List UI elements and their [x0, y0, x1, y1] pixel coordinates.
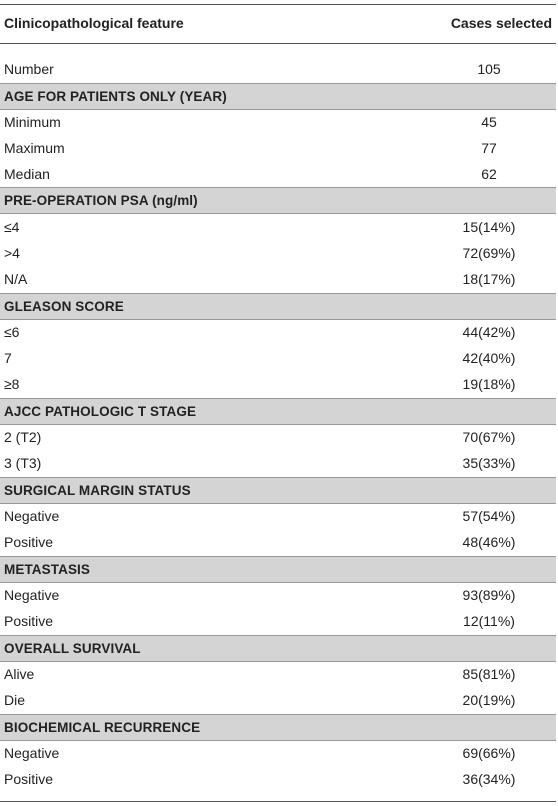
section-header [0, 477, 556, 504]
section-header [0, 556, 556, 583]
section-title: BIOCHEMICAL RECURRENCE [4, 720, 201, 735]
row-value: 85(81%) [462, 666, 516, 682]
table-row [0, 214, 556, 240]
section-header [0, 714, 556, 741]
table-bottom-rule [0, 801, 556, 802]
table-row [0, 661, 556, 687]
section-title: METASTASIS [4, 562, 91, 577]
row-label: ≥8 [4, 376, 20, 392]
row-value: 35(33%) [462, 455, 516, 471]
table-row [0, 266, 556, 292]
table-row [0, 687, 556, 713]
row-value: 57(54%) [462, 508, 516, 524]
row-value: 44(42%) [462, 324, 516, 340]
section-header [0, 293, 556, 320]
row-value: 69(66%) [462, 745, 516, 761]
row-value: 15(14%) [462, 219, 516, 235]
table-row [0, 766, 556, 792]
table-row [0, 424, 556, 450]
row-label: Number [4, 61, 54, 77]
table-row [0, 161, 556, 187]
table-row [0, 240, 556, 266]
section-title: AJCC PATHOLOGIC T STAGE [4, 404, 197, 419]
row-value: 72(69%) [462, 245, 516, 261]
row-label: >4 [4, 245, 20, 261]
section-title: OVERALL SURVIVAL [4, 641, 141, 656]
row-value: 36(34%) [462, 771, 516, 787]
row-label: Negative [4, 587, 60, 603]
row-label: Positive [4, 534, 54, 550]
table-row [0, 740, 556, 766]
table-row [0, 319, 556, 345]
row-value: 19(18%) [462, 376, 516, 392]
row-value: 42(40%) [462, 350, 516, 366]
table-row [0, 503, 556, 529]
row-label: N/A [4, 271, 28, 287]
row-label: ≤4 [4, 219, 20, 235]
table-row [0, 345, 556, 371]
row-value: 77 [481, 140, 497, 156]
row-label: Die [4, 692, 26, 708]
row-value: 18(17%) [462, 271, 516, 287]
table-row [0, 608, 556, 634]
table-row [0, 56, 556, 82]
section-header [0, 635, 556, 662]
row-value: 45 [481, 114, 497, 130]
table-row [0, 450, 556, 476]
table-row [0, 371, 556, 397]
row-label: Positive [4, 771, 54, 787]
section-title: SURGICAL MARGIN STATUS [4, 483, 191, 498]
row-label: 3 (T3) [4, 455, 42, 471]
row-label: Negative [4, 745, 60, 761]
row-value: 105 [477, 61, 501, 77]
row-label: Minimum [4, 114, 61, 130]
header-cases: Cases selected [450, 15, 552, 31]
row-label: Negative [4, 508, 60, 524]
table-row [0, 109, 556, 135]
table-header [0, 4, 556, 44]
table-row [0, 582, 556, 608]
section-title: AGE FOR PATIENTS ONLY (YEAR) [4, 89, 227, 104]
row-value: 48(46%) [462, 534, 516, 550]
row-value: 93(89%) [462, 587, 516, 603]
table-row [0, 135, 556, 161]
section-header [0, 83, 556, 110]
row-value: 20(19%) [462, 692, 516, 708]
row-label: Positive [4, 613, 54, 629]
section-header [0, 398, 556, 425]
row-value: 62 [481, 166, 497, 182]
header-feature: Clinicopathological feature [4, 15, 184, 31]
section-title: PRE-OPERATION PSA (ng/ml) [4, 193, 198, 208]
row-value: 70(67%) [462, 429, 516, 445]
row-label: 2 (T2) [4, 429, 42, 445]
row-label: ≤6 [4, 324, 20, 340]
section-title: GLEASON SCORE [4, 299, 124, 314]
row-value: 12(11%) [463, 613, 515, 629]
row-label: Median [4, 166, 50, 182]
row-label: 7 [4, 350, 12, 366]
table-row [0, 529, 556, 555]
section-header [0, 187, 556, 214]
row-label: Maximum [4, 140, 65, 156]
row-label: Alive [4, 666, 35, 682]
